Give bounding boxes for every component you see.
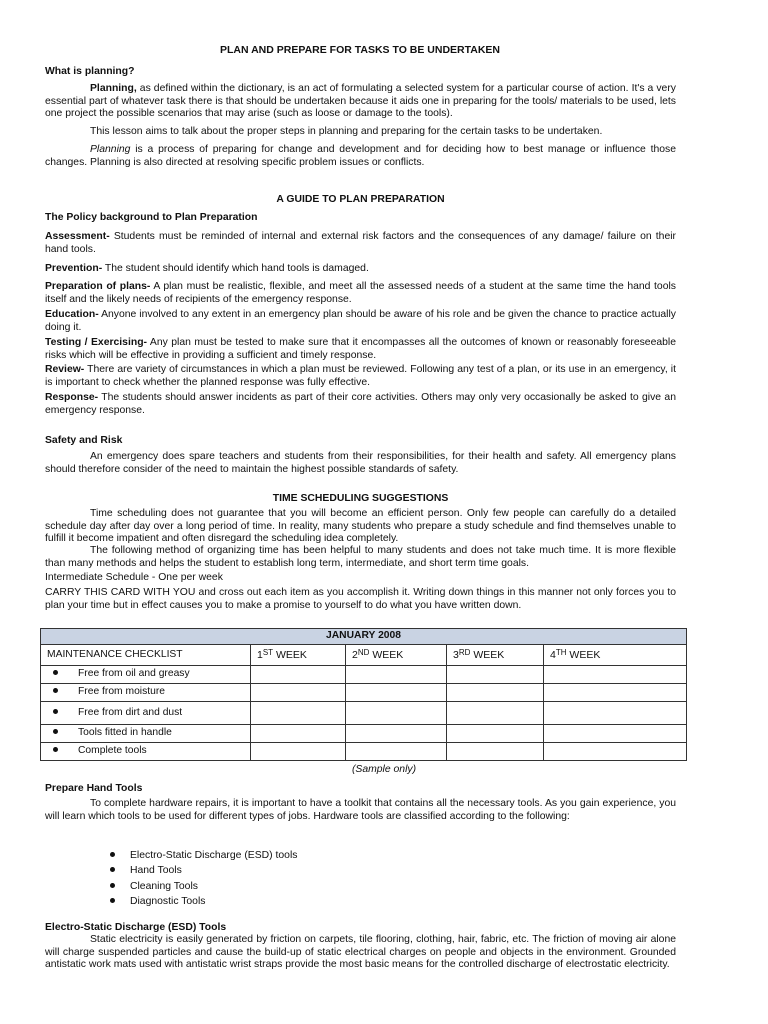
list-item: Electro-Static Discharge (ESD) tools [110, 848, 297, 863]
check-cell[interactable] [447, 743, 544, 761]
guide-text: There are variety of circumstances in which a plan must be reviewed. Following any test of a plan, or its use in an emergency, it is important to check whether the planned response was fully effective. [45, 364, 676, 388]
planning-paragraph-2: This lesson aims to talk about the proper steps in planning and preparing for the certain tasks to be undertaken. [90, 126, 603, 137]
check-cell[interactable] [447, 666, 544, 684]
time-heading: TIME SCHEDULING SUGGESTIONS [272, 493, 449, 504]
check-cell[interactable] [251, 666, 346, 684]
guide-item-assessment [45, 231, 676, 256]
check-cell[interactable] [346, 743, 447, 761]
guide-text: The student should identify which hand tools is damaged. [102, 263, 369, 274]
check-cell[interactable] [544, 743, 687, 761]
guide-item-prevention [45, 263, 676, 276]
carry-card-paragraph: CARRY THIS CARD WITH YOU and cross out each item as you accomplish it. Writing down things in this manner not only forces you to plan your time but in effect causes you to make a promise to yourself to do what you have written down. [45, 587, 676, 611]
checklist-item: Tools fitted in handle [41, 725, 251, 743]
bullet-icon [53, 670, 58, 675]
table-row [41, 666, 687, 684]
check-cell[interactable] [346, 702, 447, 725]
month-row [41, 629, 687, 645]
guide-term: Testing / Exercising- [45, 337, 147, 348]
hand-tools-paragraph: To complete hardware repairs, it is important to have a toolkit that contains all the necessary tools. As you gain experience, you will learn which tools to be used for different types of jobs. Hardware tools are classified according to the following: [45, 798, 676, 822]
check-cell[interactable] [447, 725, 544, 743]
checklist-item: Complete tools [41, 743, 251, 761]
check-cell[interactable] [251, 743, 346, 761]
checklist-label: MAINTENANCE CHECKLIST [41, 645, 251, 666]
table-row [41, 743, 687, 761]
week-3-header: 3RD WEEK [447, 645, 544, 666]
guide-item-review [45, 364, 676, 389]
check-cell[interactable] [346, 666, 447, 684]
checklist-item: Free from moisture [41, 684, 251, 702]
guide-item-response [45, 392, 676, 417]
month-header: JANUARY 2008 [41, 629, 687, 645]
checklist-item: Free from dirt and dust [41, 702, 251, 725]
esd-heading: Electro-Static Discharge (ESD) Tools [45, 922, 227, 933]
check-cell[interactable] [251, 684, 346, 702]
guide-term: Review- [45, 364, 85, 375]
list-item: Hand Tools [110, 863, 297, 878]
bullet-icon [110, 898, 115, 903]
week-4-header: 4TH WEEK [544, 645, 687, 666]
guide-term: Response- [45, 392, 99, 403]
planning-process-text: is a process of preparing for change and development and for deciding how to best manage or influence those changes. Planning is also directed at resolving specific problem issues or conflicts. [45, 144, 676, 168]
intermediate-schedule: Intermediate Schedule - One per week [45, 572, 223, 583]
time-paragraph-2: The following method of organizing time has been helpful to many students and does not take much time. It is more flexible than many methods and helps the student to establish long term, intermediate, and short term time goals. [45, 545, 676, 569]
bullet-icon [53, 729, 58, 734]
table-row [41, 684, 687, 702]
checklist-item: Free from oil and greasy [41, 666, 251, 684]
check-cell[interactable] [544, 702, 687, 725]
maintenance-checklist-table [40, 628, 687, 761]
bullet-icon [53, 688, 58, 693]
planning-heading: What is planning? [45, 66, 135, 77]
bullet-icon [110, 852, 115, 857]
guide-item-testing [45, 337, 676, 362]
page-title: PLAN AND PREPARE FOR TASKS TO BE UNDERTAKEN [219, 44, 500, 56]
bullet-icon [110, 867, 115, 872]
planning-definition: as defined within the dictionary, is an act of formulating a selected system for a particular course of action. It's a very essential part of whatever task there is that should be undertaken because it aids one in preparing for the tools/ materials to be used, lets one project the possible scenarios that may arise (such as loose or damage to the tools). [45, 83, 676, 120]
guide-heading: A GUIDE TO PLAN PREPARATION [276, 194, 445, 205]
week-1-header: 1ST WEEK [251, 645, 346, 666]
guide-term: Assessment- [45, 231, 110, 242]
table-header-row [41, 645, 687, 666]
table-row [41, 725, 687, 743]
time-paragraph-1: Time scheduling does not guarantee that you will become an efficient person. Only few people can carefully do a detailed schedule day after day over a long period of time. In reality, many students who prepare a study schedule and find themselves unable to fulfill it become impatient and often disregard the scheduling idea completely. [45, 508, 676, 545]
planning-term: Planning, [90, 83, 137, 94]
list-item: Cleaning Tools [110, 879, 297, 894]
table-row [41, 702, 687, 725]
guide-text: Students must be reminded of internal and external risk factors and the consequences of any damage/ failure on their hand tools. [45, 231, 676, 255]
check-cell[interactable] [544, 684, 687, 702]
check-cell[interactable] [544, 725, 687, 743]
planning-paragraph-3 [45, 144, 676, 169]
policy-heading: The Policy background to Plan Preparation [45, 212, 258, 223]
check-cell[interactable] [447, 684, 544, 702]
guide-text: Anyone involved to any extent in an emergency plan should be aware of his role and be given the chance to practice actually doing it. [45, 309, 676, 333]
planning-term-italic: Planning [90, 144, 131, 155]
guide-item-education [45, 309, 676, 334]
planning-paragraph-1 [45, 83, 676, 121]
guide-text: The students should answer incidents as part of their core activities. Others may only very occasionally be asked to give an emergency response. [45, 392, 676, 416]
check-cell[interactable] [544, 666, 687, 684]
guide-term: Prevention- [45, 263, 103, 274]
guide-text: A plan must be realistic, flexible, and meet all the assessed needs of a student at the same time the hand tools itself and the likely needs of recipients of the emergency response. [45, 281, 676, 305]
week-2-header: 2ND WEEK [346, 645, 447, 666]
guide-term: Preparation of plans- [45, 281, 151, 292]
safety-paragraph: An emergency does spare teachers and students from their responsibilities, for their health and safety. All emergency plans should therefore consider of the need to maintain the highest possible standards of safety. [45, 451, 676, 475]
check-cell[interactable] [251, 725, 346, 743]
hand-tools-heading: Prepare Hand Tools [45, 783, 143, 794]
check-cell[interactable] [346, 684, 447, 702]
esd-paragraph: Static electricity is easily generated by friction on carpets, tile flooring, clothing, hair, fabric, etc. The friction of moving air alone will charge suspended particles and cause the build-up of static electrical charges on people and objects in the environment. Grounded antistatic work mats used with antistatic wrist straps provide the most basic means for the controlled discharge of electrostatic electricity. [45, 934, 676, 971]
check-cell[interactable] [447, 702, 544, 725]
table-caption: (Sample only) [351, 764, 417, 775]
bullet-icon [110, 883, 115, 888]
check-cell[interactable] [251, 702, 346, 725]
check-cell[interactable] [346, 725, 447, 743]
list-item: Diagnostic Tools [110, 894, 297, 909]
bullet-icon [53, 709, 58, 714]
tool-category-list [110, 848, 297, 909]
bullet-icon [53, 747, 58, 752]
guide-text: Any plan must be tested to make sure that it encompasses all the outcomes of known or reasonably foreseeable risks which will be effective in providing a sufficient and timely response. [45, 337, 676, 361]
guide-term: Education- [45, 309, 99, 320]
safety-heading: Safety and Risk [45, 435, 123, 446]
guide-item-preparation [45, 281, 676, 306]
